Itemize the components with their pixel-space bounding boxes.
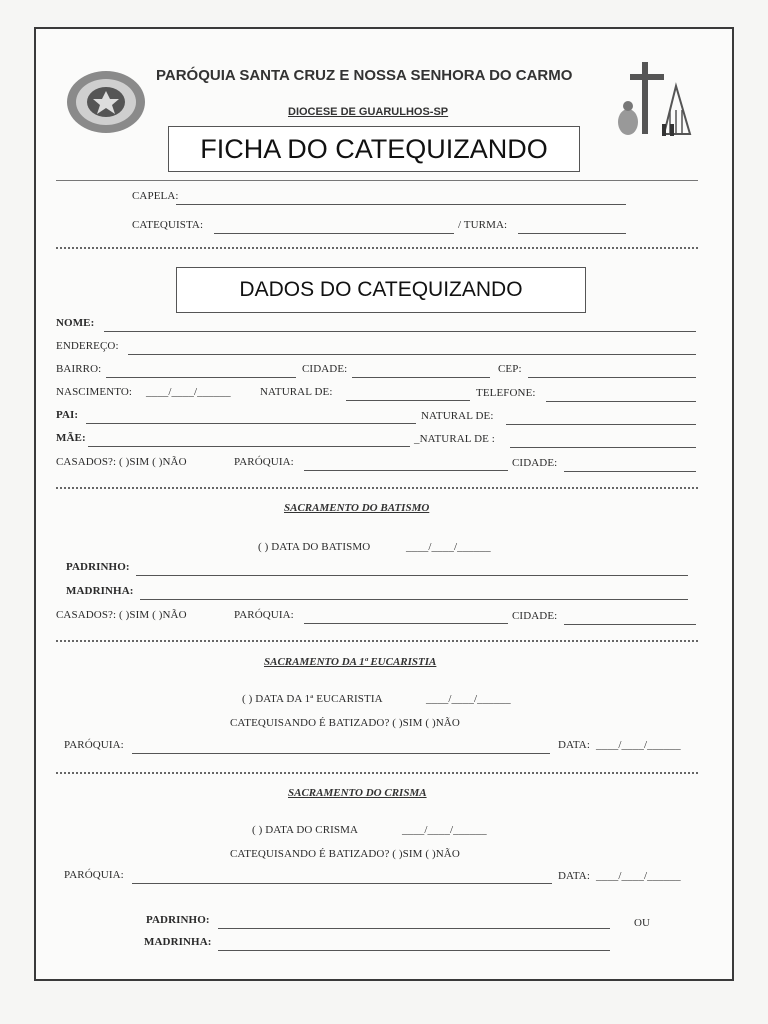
capela-label: CAPELA:	[132, 190, 179, 202]
paroquia-label: PARÓQUIA:	[234, 456, 294, 468]
endereco-label: ENDEREÇO:	[56, 340, 119, 352]
natural-de-label: NATURAL DE:	[260, 386, 333, 398]
casados-cidade-field[interactable]	[564, 471, 696, 472]
eucaristia-data-label: ( ) DATA DA 1ª EUCARISTIA	[242, 693, 383, 705]
crisma-title: SACRAMENTO DO CRISMA	[288, 787, 427, 799]
crisma-madrinha-field[interactable]	[218, 950, 610, 951]
crisma-batizado-label: CATEQUISANDO É BATIZADO? ( )SIM ( )NÃO	[230, 848, 460, 860]
nome-label: NOME:	[56, 317, 95, 329]
crisma-padrinho-field[interactable]	[218, 928, 610, 929]
nome-field[interactable]	[104, 331, 696, 332]
crisma-data-field-label: DATA:	[558, 870, 591, 882]
pai-field[interactable]	[86, 423, 416, 424]
parish-title: PARÓQUIA SANTA CRUZ E NOSSA SENHORA DO CARMO	[156, 67, 573, 84]
crisma-ou-label: OU	[634, 917, 651, 929]
crisma-padrinho-label: PADRINHO:	[146, 914, 210, 926]
batismo-madrinha-label: MADRINHA:	[66, 585, 134, 597]
parish-seal-icon	[65, 69, 147, 135]
crisma-madrinha-label: MADRINHA:	[144, 936, 212, 948]
crisma-data-label: ( ) DATA DO CRISMA	[252, 824, 359, 836]
mae-field[interactable]	[88, 446, 410, 447]
eucaristia-data-field-label: DATA:	[558, 739, 591, 751]
crisma-data-field[interactable]: ____/____/______	[596, 870, 681, 882]
batismo-madrinha-field[interactable]	[140, 599, 688, 600]
mae-natural-label: _NATURAL DE :	[414, 433, 495, 445]
cep-field[interactable]	[528, 377, 696, 378]
eucaristia-paroquia-field[interactable]	[132, 753, 550, 754]
eucaristia-title: SACRAMENTO DA 1ª EUCARISTIA	[264, 656, 437, 668]
divider-1	[56, 247, 698, 249]
batismo-date[interactable]: ____/____/______	[406, 541, 491, 553]
catequista-field[interactable]	[214, 233, 454, 234]
batismo-padrinho-label: PADRINHO:	[66, 561, 130, 573]
pai-natural-label: NATURAL DE:	[421, 410, 494, 422]
turma-label: / TURMA:	[458, 219, 508, 231]
capela-field[interactable]	[176, 204, 626, 205]
nascimento-label: NASCIMENTO:	[56, 386, 133, 398]
mae-label: MÃE:	[56, 432, 86, 444]
pai-natural-field[interactable]	[506, 424, 696, 425]
batismo-casados-label: CASADOS?: ( )SIM ( )NÃO	[56, 609, 187, 621]
endereco-field[interactable]	[128, 354, 696, 355]
header-rule	[56, 180, 698, 181]
pai-label: PAI:	[56, 409, 79, 421]
batismo-data-label: ( ) DATA DO BATISMO	[258, 541, 371, 553]
eucaristia-data-field[interactable]: ____/____/______	[596, 739, 681, 751]
crisma-paroquia-field[interactable]	[132, 883, 552, 884]
crisma-date[interactable]: ____/____/______	[402, 824, 487, 836]
batismo-padrinho-field[interactable]	[136, 575, 688, 576]
eucaristia-date[interactable]: ____/____/______	[426, 693, 511, 705]
mae-natural-field[interactable]	[510, 447, 696, 448]
diocese-title: DIOCESE DE GUARULHOS-SP	[288, 106, 449, 118]
dados-title-box	[176, 267, 586, 313]
cross-church-logo-icon	[614, 62, 704, 142]
nascimento-date[interactable]: ____/____/______	[146, 386, 231, 398]
turma-field[interactable]	[518, 233, 626, 234]
natural-de-field[interactable]	[346, 400, 470, 401]
divider-4	[56, 772, 698, 774]
divider-2	[56, 487, 698, 489]
cidade-field[interactable]	[352, 377, 490, 378]
batismo-cidade-label: CIDADE:	[512, 610, 558, 622]
batismo-title: SACRAMENTO DO BATISMO	[284, 502, 430, 514]
bairro-field[interactable]	[106, 377, 296, 378]
telefone-label: TELEFONE:	[476, 387, 536, 399]
divider-3	[56, 640, 698, 642]
catequista-label: CATEQUISTA:	[132, 219, 204, 231]
form-sheet	[34, 27, 734, 981]
bairro-label: BAIRRO:	[56, 363, 102, 375]
crisma-paroquia-label: PARÓQUIA:	[64, 869, 124, 881]
cep-label: CEP:	[498, 363, 522, 375]
eucaristia-paroquia-label: PARÓQUIA:	[64, 739, 124, 751]
paroquia-field[interactable]	[304, 470, 508, 471]
casados-cidade-label: CIDADE:	[512, 457, 558, 469]
form-title: FICHA DO CATEQUIZANDO	[200, 133, 548, 164]
batismo-paroquia-label: PARÓQUIA:	[234, 609, 294, 621]
casados-label: CASADOS?: ( )SIM ( )NÃO	[56, 456, 187, 468]
form-title-box	[168, 126, 580, 172]
batismo-cidade-field[interactable]	[564, 624, 696, 625]
batismo-paroquia-field[interactable]	[304, 623, 508, 624]
cidade-label: CIDADE:	[302, 363, 348, 375]
dados-title: DADOS DO CATEQUIZANDO	[239, 278, 523, 301]
eucaristia-batizado-label: CATEQUISANDO É BATIZADO? ( )SIM ( )NÃO	[230, 717, 460, 729]
telefone-field[interactable]	[546, 401, 696, 402]
